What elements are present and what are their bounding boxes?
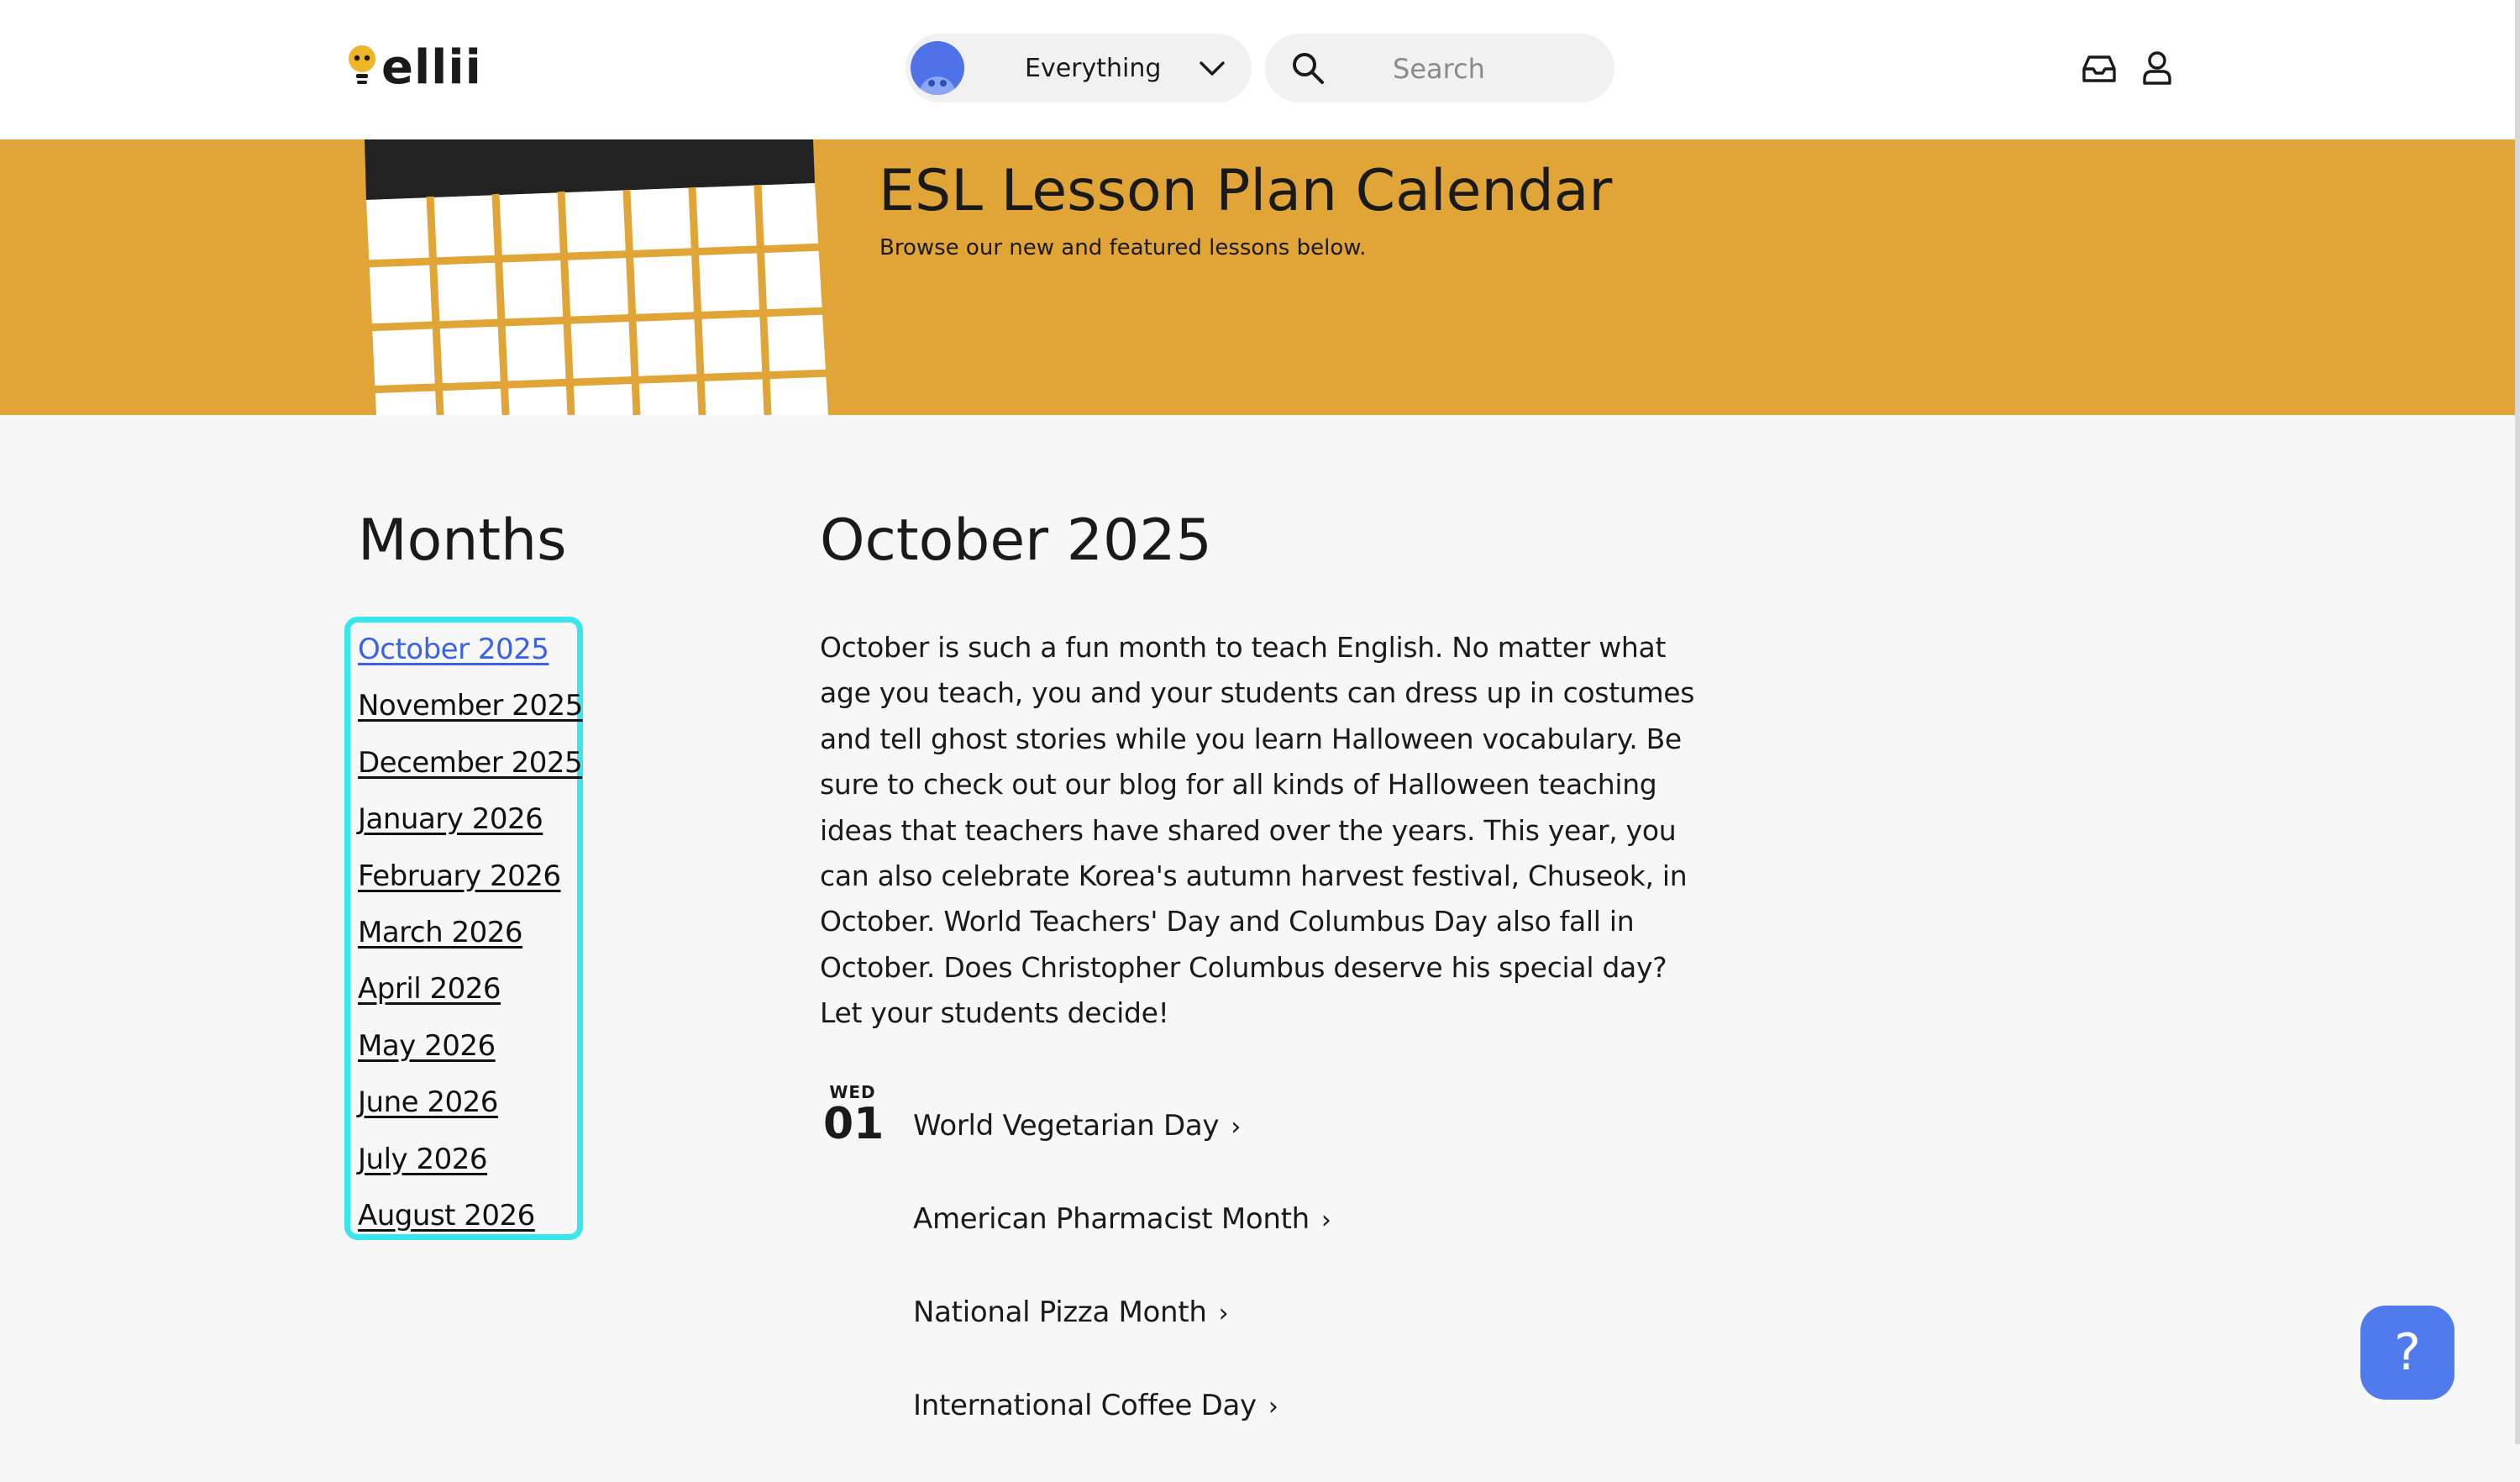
event-item [913, 1109, 1331, 1202]
day-number: 01 [823, 1099, 885, 1149]
month-link-october-2025[interactable]: October 2025 [358, 633, 549, 666]
ellii-logo[interactable] [346, 40, 482, 96]
lightbulb-icon [346, 42, 378, 94]
months-nav [344, 617, 583, 1240]
month-item [350, 1143, 577, 1199]
month-item [350, 745, 583, 802]
chevron-right-icon: › [1231, 1112, 1241, 1142]
event-item [913, 1389, 1331, 1482]
event-item [913, 1202, 1331, 1295]
event-link[interactable] [913, 1295, 1228, 1329]
chevron-right-icon: › [1268, 1392, 1278, 1422]
month-item [350, 689, 583, 745]
site-header [0, 0, 2520, 139]
hero-banner [0, 139, 2520, 415]
month-link-april-2026[interactable]: April 2026 [358, 972, 501, 1006]
month-link-february-2026[interactable]: February 2026 [358, 859, 561, 893]
search-icon[interactable] [1290, 50, 1326, 86]
page-title: ESL Lesson Plan Calendar [879, 158, 1613, 224]
chevron-right-icon: › [1218, 1299, 1229, 1328]
help-button[interactable] [2360, 1306, 2454, 1400]
event-link[interactable] [913, 1389, 1278, 1422]
month-item [350, 1085, 577, 1142]
day-badge [823, 1082, 885, 1149]
month-link-november-2025[interactable]: November 2025 [358, 689, 583, 723]
month-title: October 2025 [820, 507, 1212, 574]
page-subtitle: Browse our new and featured lessons below. [879, 235, 1367, 260]
event-link[interactable] [913, 1109, 1241, 1143]
inbox-icon[interactable] [2082, 54, 2117, 84]
month-link-august-2026[interactable]: August 2026 [358, 1198, 535, 1232]
months-heading: Months [358, 507, 567, 574]
search-bar [1265, 34, 1614, 102]
month-item [350, 633, 577, 689]
event-label: National Pizza Month [913, 1295, 1207, 1329]
event-label: American Pharmacist Month [913, 1202, 1310, 1236]
month-link-january-2026[interactable]: January 2026 [358, 802, 543, 837]
scope-label: Everything [1025, 53, 1162, 83]
event-label: World Vegetarian Day [913, 1109, 1220, 1143]
event-label: International Coffee Day [913, 1389, 1257, 1422]
event-item [913, 1295, 1331, 1389]
scope-avatar-icon [911, 41, 964, 95]
chevron-right-icon: › [1320, 1206, 1331, 1235]
day-weekday: WED [829, 1082, 876, 1102]
event-link[interactable] [913, 1202, 1331, 1236]
search-input[interactable] [1391, 50, 1596, 87]
chevron-down-icon [1198, 55, 1226, 81]
month-link-june-2026[interactable]: June 2026 [358, 1085, 498, 1120]
logo-text: ellii [381, 40, 482, 95]
month-item [350, 1029, 577, 1085]
search-scope-dropdown[interactable] [906, 34, 1252, 102]
month-link-may-2026[interactable]: May 2026 [358, 1028, 496, 1063]
event-list [913, 1109, 1331, 1482]
help-question-icon: ? [2394, 1323, 2421, 1382]
month-intro: October is such a fun month to teach English. No matter what age you teach, you and your students can dress up in costumes and tell ghost stories while you learn Halloween vocabulary. Be sure to check out our blog for all kinds of Halloween teaching ideas that teachers have shared over the years. This year, you can also celebrate Korea's autumn harvest festival, Chuseok, in October. World Teachers' Day and Columbus Day also fall in October. Does Christopher Columbus deserve his special day? Let your students decide! [820, 631, 1695, 1030]
month-item [350, 859, 577, 916]
page-scrollbar[interactable] [2515, 0, 2520, 1444]
month-item [350, 802, 577, 859]
month-link-july-2026[interactable]: July 2026 [358, 1142, 487, 1176]
month-item [350, 972, 577, 1028]
month-link-march-2026[interactable]: March 2026 [358, 915, 522, 949]
user-account-icon[interactable] [2142, 50, 2172, 86]
month-link-december-2025[interactable]: December 2025 [358, 745, 583, 780]
calendar-illustration [353, 139, 857, 415]
month-item [350, 1199, 577, 1255]
month-item [350, 916, 577, 972]
